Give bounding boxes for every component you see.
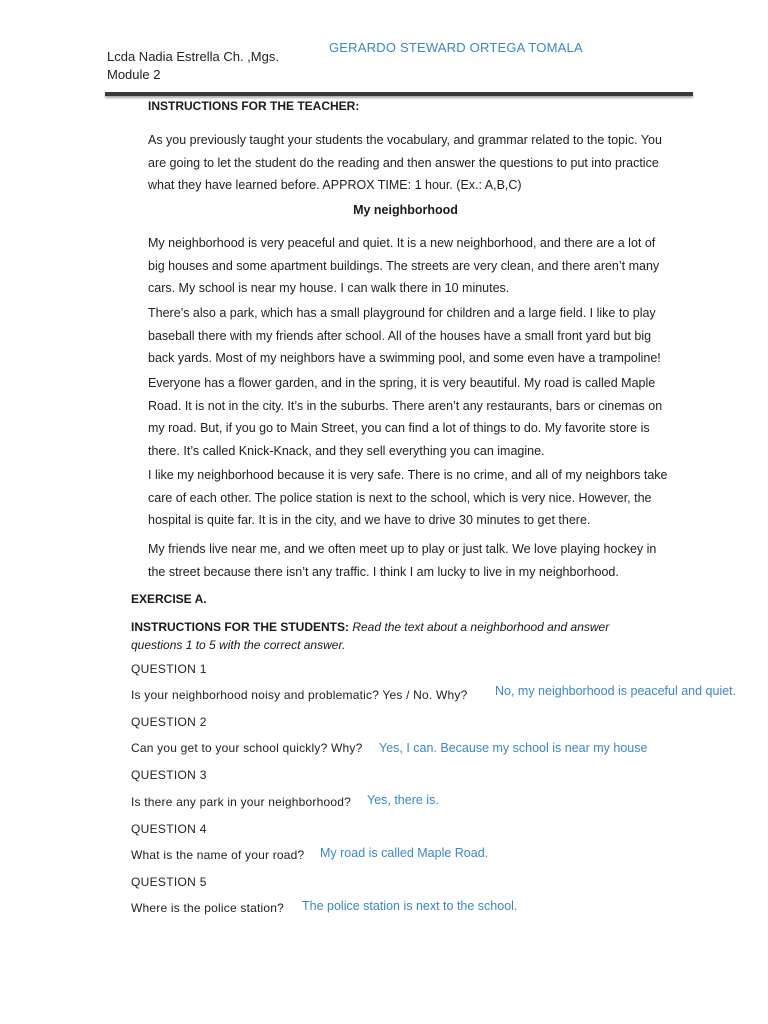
student-instructions-text: Read the text about a neighborhood and answer questions 1 to 5 with the correct answer. [131,620,610,652]
reading-title: My neighborhood [353,203,458,217]
question-answer: Yes, there is. [367,793,439,807]
question-label: QUESTION 2 [131,715,207,729]
reading-paragraph: I like my neighborhood because it is very safe. There is no crime, and all of my neighbors take care of each other. The police station is next to the school, which is very nice. However, the hospital is quite far. It is in the city, and we have to drive 30 minutes to get there. [148,468,668,527]
reading-paragraph: My neighborhood is very peaceful and quiet. It is a new neighborhood, and there are a lot of big houses and some apartment buildings. The streets are very clean, and there aren’t many cars. My school is near my house. I can walk there in 10 minutes. [148,236,660,295]
question-label: QUESTION 4 [131,822,207,836]
exercise-label: EXERCISE A. [131,592,207,606]
question-answer: No, my neighborhood is peaceful and quiet. [495,684,737,698]
question-label: QUESTION 3 [131,768,207,782]
question-answer: Yes, I can. Because my school is near my house [379,741,648,755]
student-name: GERARDO STEWARD ORTEGA TOMALA [329,40,583,55]
question-text: What is the name of your road? [131,848,305,862]
student-instructions-label: INSTRUCTIONS FOR THE STUDENTS: [131,620,349,634]
question-text: Is your neighborhood noisy and problematic? Yes / No. Why? [131,688,468,702]
header-divider [105,92,693,96]
student-instructions [131,618,651,654]
module-label: Module 2 [107,67,161,82]
reading-paragraph: Everyone has a flower garden, and in the spring, it is very beautiful. My road is called Maple Road. It is not in the city. It’s in the suburbs. There aren’t any restaurants, bars or cinemas on my road. But, if you go to Main Street, you can find a lot of things to do. My favorite store is there. It’s called Knick-Knack, and they sell everything you can imagine. [148,376,663,458]
teacher-instructions-title: INSTRUCTIONS FOR THE TEACHER: [148,99,360,113]
teacher-name: Lcda Nadia Estrella Ch. ,Mgs. [107,49,279,64]
question-answer: The police station is next to the school. [302,899,518,913]
question-label: QUESTION 5 [131,875,207,889]
question-text: Is there any park in your neighborhood? [131,795,351,809]
question-label: QUESTION 1 [131,662,207,676]
reading-paragraph: There’s also a park, which has a small playground for children and a large field. I like to play baseball there with my friends after school. All of the houses have a small front yard but big back yards. Most of my neighbors have a swimming pool, and some even have a trampoline! [148,306,661,365]
teacher-instructions-text: As you previously taught your students the vocabulary, and grammar related to the topic. You are going to let the student do the reading and then answer the questions to put into practice what they have learned before. APPROX TIME: 1 hour. (Ex.: A,B,C) [148,133,662,192]
question-text: Where is the police station? [131,901,285,915]
reading-paragraph: My friends live near me, and we often meet up to play or just talk. We love playing hockey in the street because there isn’t any traffic. I think I am lucky to live in my neighborhood. [148,542,657,579]
question-answer: My road is called Maple Road. [320,846,489,860]
question-text: Can you get to your school quickly? Why? [131,741,363,755]
